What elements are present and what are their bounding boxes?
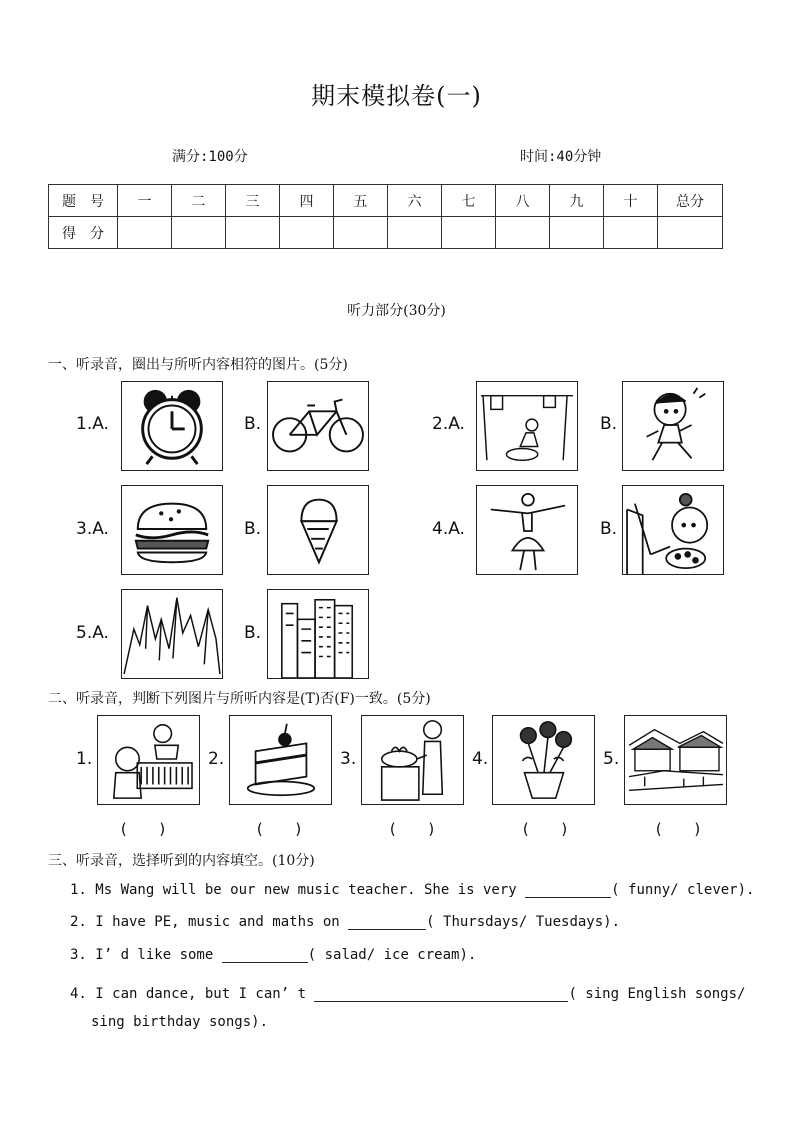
score-table-score-row — [49, 217, 723, 249]
village-icon[interactable] — [624, 715, 727, 805]
option-label: 2.A. — [432, 414, 465, 434]
answer-blank[interactable] — [525, 883, 611, 898]
answer-paren[interactable]: ( ) — [654, 820, 703, 838]
answer-paren[interactable]: ( ) — [521, 820, 570, 838]
item-text: 2. I have PE, music and maths on — [70, 914, 340, 930]
option-label: B. — [244, 519, 262, 539]
score-input-cell[interactable] — [604, 217, 658, 249]
score-cell: 总分 — [658, 185, 723, 217]
item-options: ( sing English songs/ — [568, 986, 746, 1002]
option-label: 3.A. — [76, 519, 109, 539]
score-cell: 题 号 — [49, 185, 118, 217]
score-cell: 二 — [172, 185, 226, 217]
laundry-girl-icon[interactable] — [476, 381, 578, 471]
option-label: 5.A. — [76, 623, 109, 643]
option-label: B. — [244, 623, 262, 643]
score-input-cell[interactable] — [442, 217, 496, 249]
answer-blank[interactable] — [314, 987, 568, 1002]
score-cell: 八 — [496, 185, 550, 217]
score-table — [48, 184, 723, 249]
score-cell: 一 — [118, 185, 172, 217]
option-label: 4.A. — [432, 519, 465, 539]
option-label: B. — [600, 414, 618, 434]
option-label: B. — [244, 414, 262, 434]
fill-blank-item — [70, 914, 620, 930]
flower-pot-icon[interactable] — [492, 715, 595, 805]
score-row-label: 得 分 — [49, 217, 118, 249]
section2-heading: 二、听录音，判断下列图片与所听内容是(T)否(F)一致。(5分) — [48, 691, 431, 707]
answer-paren[interactable]: ( ) — [255, 820, 304, 838]
item-number: 4. — [472, 749, 489, 769]
alarm-clock-icon[interactable] — [121, 381, 223, 471]
cake-icon[interactable] — [229, 715, 332, 805]
score-input-cell[interactable] — [334, 217, 388, 249]
score-input-cell[interactable] — [280, 217, 334, 249]
item-options: ( Thursdays/ Tuesdays). — [426, 914, 621, 930]
score-cell: 十 — [604, 185, 658, 217]
hamburger-icon[interactable] — [121, 485, 223, 575]
fill-blank-item — [70, 986, 745, 1002]
page-title: 期末模拟卷(一) — [311, 82, 482, 110]
option-label: B. — [600, 519, 618, 539]
answer-blank[interactable] — [222, 948, 308, 963]
score-cell: 九 — [550, 185, 604, 217]
score-cell: 六 — [388, 185, 442, 217]
answer-paren[interactable]: ( ) — [119, 820, 168, 838]
ice-cream-icon[interactable] — [267, 485, 369, 575]
score-input-cell[interactable] — [388, 217, 442, 249]
answer-blank[interactable] — [348, 915, 426, 930]
score-cell: 五 — [334, 185, 388, 217]
item-options: ( salad/ ice cream). — [307, 947, 477, 963]
item-number: 5. — [603, 749, 620, 769]
score-cell: 三 — [226, 185, 280, 217]
item-options-continued: sing birthday songs). — [91, 1014, 269, 1030]
bicycle-icon[interactable] — [267, 381, 369, 471]
section1-heading: 一、听录音，圈出与所听内容相符的图片。(5分) — [48, 357, 348, 373]
item-number: 2. — [208, 749, 225, 769]
item-text: 1. Ms Wang will be our new music teacher. She is very — [70, 882, 517, 898]
score-input-cell[interactable] — [118, 217, 172, 249]
item-number: 3. — [340, 749, 357, 769]
fill-blank-item — [70, 947, 476, 963]
score-cell: 四 — [280, 185, 334, 217]
item-options: ( funny/ clever). — [611, 882, 755, 898]
score-cell: 七 — [442, 185, 496, 217]
mountains-icon[interactable] — [121, 589, 223, 679]
ballerina-icon[interactable] — [476, 485, 578, 575]
fill-blank-item — [70, 882, 754, 898]
option-label: 1.A. — [76, 414, 109, 434]
score-table-header-row — [49, 185, 723, 217]
section3-heading: 三、听录音，选择听到的内容填空。(10分) — [48, 853, 315, 869]
score-input-cell[interactable] — [496, 217, 550, 249]
buildings-icon[interactable] — [267, 589, 369, 679]
piano-lesson-icon[interactable] — [97, 715, 200, 805]
running-girl-icon[interactable] — [622, 381, 724, 471]
score-input-cell[interactable] — [226, 217, 280, 249]
listening-header: 听力部分(30分) — [347, 303, 446, 319]
cooking-icon[interactable] — [361, 715, 464, 805]
exam-time: 时间:40分钟 — [520, 149, 602, 165]
item-text: 4. I can dance, but I can’ t — [70, 986, 307, 1002]
score-input-cell[interactable] — [550, 217, 604, 249]
item-text: 3. I’ d like some — [70, 947, 214, 963]
score-input-cell[interactable] — [658, 217, 723, 249]
full-score: 满分:100分 — [172, 149, 248, 165]
answer-paren[interactable]: ( ) — [388, 820, 437, 838]
item-number: 1. — [76, 749, 93, 769]
painting-girl-icon[interactable] — [622, 485, 724, 575]
score-input-cell[interactable] — [172, 217, 226, 249]
